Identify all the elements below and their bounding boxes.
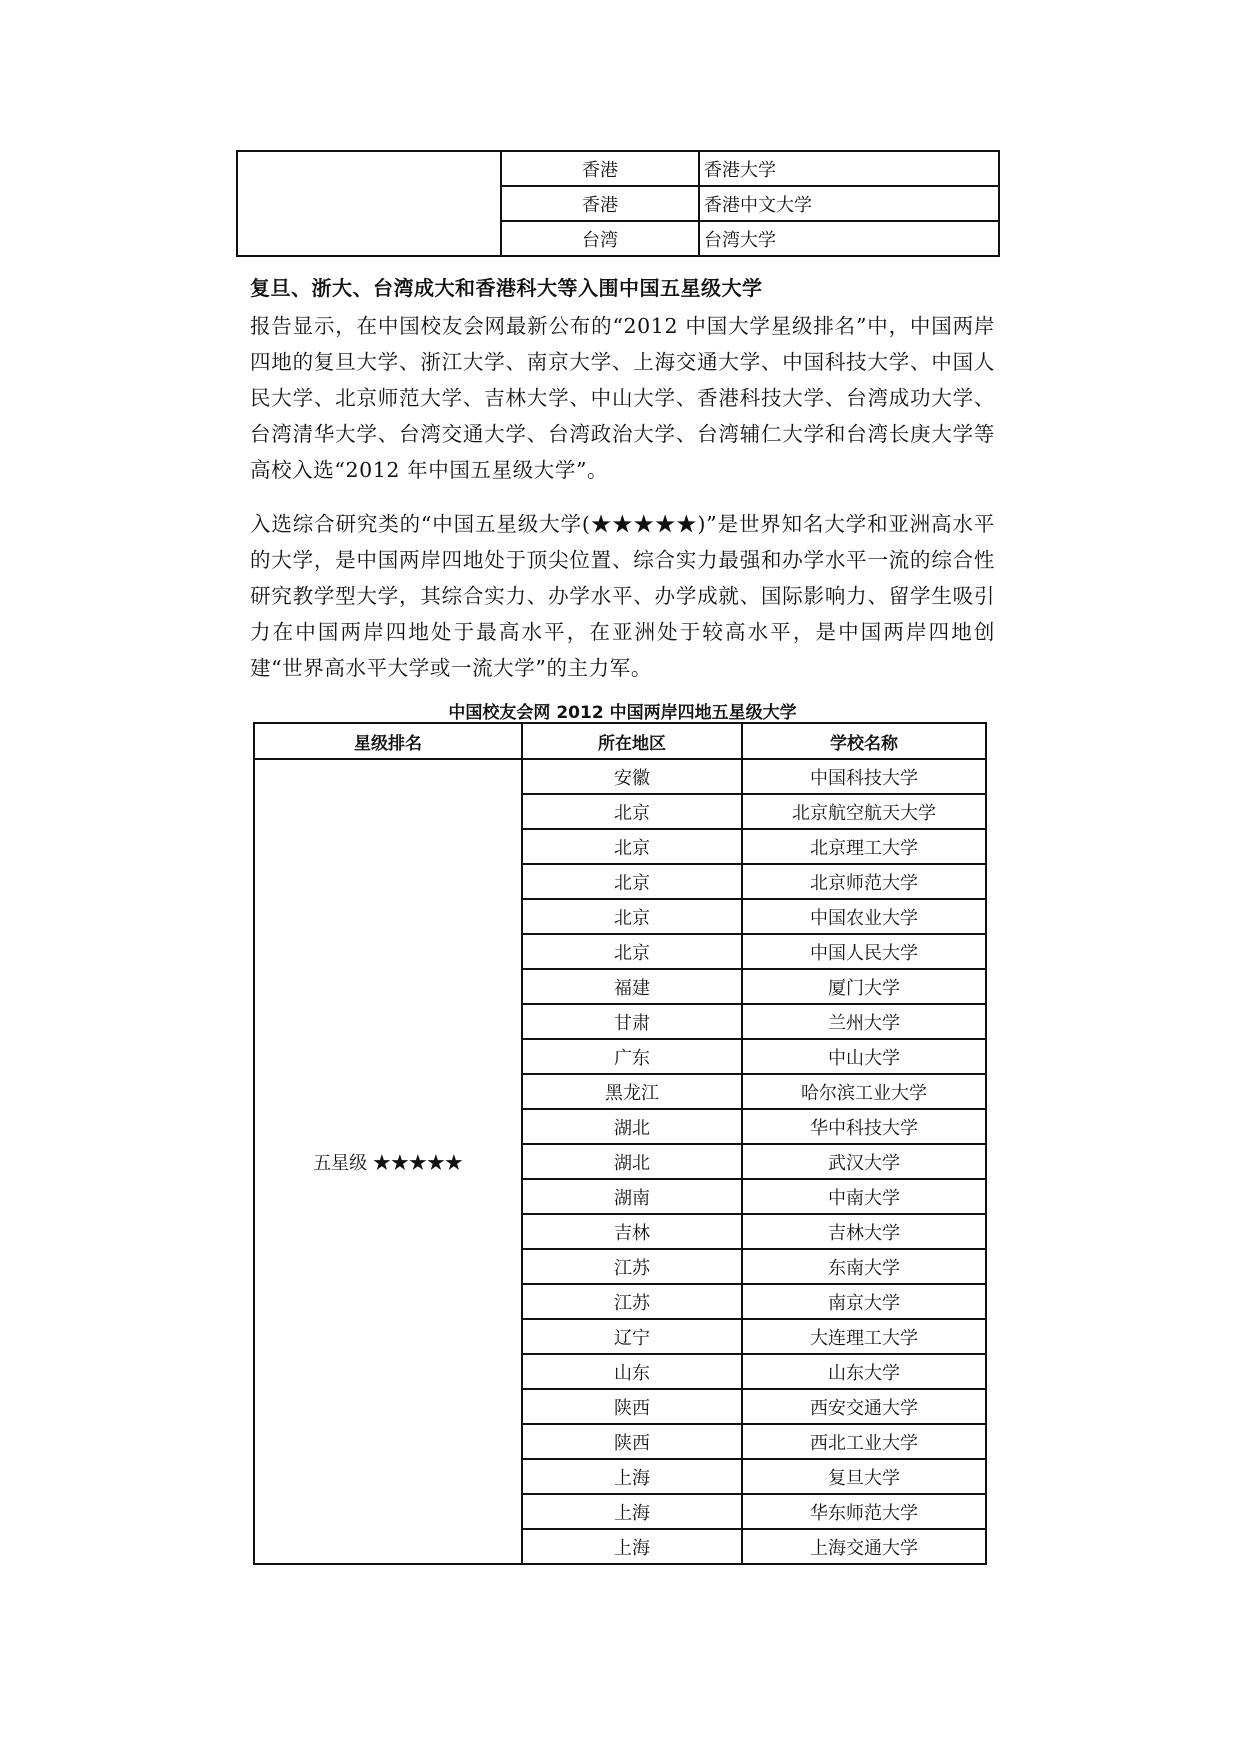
school-cell: 中国人民大学 (742, 934, 986, 969)
school-cell: 北京师范大学 (742, 864, 986, 899)
school-cell: 哈尔滨工业大学 (742, 1074, 986, 1109)
region-cell: 湖北 (522, 1144, 742, 1179)
region-cell: 台湾 (501, 221, 699, 256)
school-cell: 北京理工大学 (742, 829, 986, 864)
region-cell: 安徽 (522, 759, 742, 794)
section-heading: 复旦、浙大、台湾成大和香港科大等入围中国五星级大学 (250, 276, 763, 300)
header-rank: 星级排名 (254, 723, 522, 759)
region-cell: 陕西 (522, 1389, 742, 1424)
school-cell: 吉林大学 (742, 1214, 986, 1249)
continued-university-table (236, 150, 1000, 257)
region-cell: 北京 (522, 829, 742, 864)
school-cell: 华中科技大学 (742, 1109, 986, 1144)
school-cell: 山东大学 (742, 1354, 986, 1389)
region-cell: 江苏 (522, 1284, 742, 1319)
region-cell: 香港 (501, 186, 699, 221)
header-school: 学校名称 (742, 723, 986, 759)
header-region: 所在地区 (522, 723, 742, 759)
school-cell: 南京大学 (742, 1284, 986, 1319)
school-cell: 台湾大学 (699, 221, 999, 256)
table-row (237, 151, 999, 186)
school-cell: 中山大学 (742, 1039, 986, 1074)
region-cell: 福建 (522, 969, 742, 1004)
region-cell: 上海 (522, 1494, 742, 1529)
region-cell: 上海 (522, 1529, 742, 1564)
region-cell: 湖南 (522, 1179, 742, 1214)
continued-table-body (237, 151, 999, 256)
rank-cell: 五星级 ★★★★★ (254, 759, 522, 1564)
school-cell: 北京航空航天大学 (742, 794, 986, 829)
school-cell: 上海交通大学 (742, 1529, 986, 1564)
region-cell: 辽宁 (522, 1319, 742, 1354)
table-row (254, 759, 986, 794)
five-star-table-body (254, 759, 986, 1564)
school-cell: 中国农业大学 (742, 899, 986, 934)
school-cell: 大连理工大学 (742, 1319, 986, 1354)
rank-cell-empty (237, 151, 501, 256)
report-paragraph: 报告显示，在中国校友会网最新公布的“2012 中国大学星级排名”中，中国两岸四地的复旦大学、浙江大学、南京大学、上海交通大学、中国科技大学、中国人民大学、北京师范大学、吉林大学、中山大学、香港科技大学、台湾成功大学、台湾清华大学、台湾交通大学、台湾政治大学、台湾辅仁大学和台湾长庚大学等高校入选“2012 年中国五星级大学”。 (250, 314, 995, 482)
table-header-row (254, 723, 986, 759)
region-cell: 北京 (522, 864, 742, 899)
region-cell: 吉林 (522, 1214, 742, 1249)
school-cell: 香港中文大学 (699, 186, 999, 221)
school-cell: 厦门大学 (742, 969, 986, 1004)
school-cell: 兰州大学 (742, 1004, 986, 1039)
five-star-university-table (253, 722, 987, 1565)
region-cell: 上海 (522, 1459, 742, 1494)
region-cell: 湖北 (522, 1109, 742, 1144)
school-cell: 香港大学 (699, 151, 999, 186)
region-cell: 广东 (522, 1039, 742, 1074)
school-cell: 华东师范大学 (742, 1494, 986, 1529)
region-cell: 黑龙江 (522, 1074, 742, 1109)
school-cell: 中南大学 (742, 1179, 986, 1214)
school-cell: 中国科技大学 (742, 759, 986, 794)
region-cell: 陕西 (522, 1424, 742, 1459)
region-cell: 江苏 (522, 1249, 742, 1284)
region-cell: 北京 (522, 794, 742, 829)
school-cell: 武汉大学 (742, 1144, 986, 1179)
region-cell: 北京 (522, 899, 742, 934)
school-cell: 东南大学 (742, 1249, 986, 1284)
school-cell: 西北工业大学 (742, 1424, 986, 1459)
school-cell: 西安交通大学 (742, 1389, 986, 1424)
school-cell: 复旦大学 (742, 1459, 986, 1494)
region-cell: 甘肃 (522, 1004, 742, 1039)
table-title: 中国校友会网 2012 中国两岸四地五星级大学 (448, 703, 797, 723)
description-paragraph: 入选综合研究类的“中国五星级大学(★★★★★)”是世界知名大学和亚洲高水平的大学，是中国两岸四地处于顶尖位置、综合实力最强和办学水平一流的综合性研究教学型大学，其综合实力、办学水平、办学成就、国际影响力、留学生吸引力在中国两岸四地处于最高水平，在亚洲处于较高水平，是中国两岸四地创建“世界高水平大学或一流大学”的主力军。 (250, 512, 995, 680)
region-cell: 香港 (501, 151, 699, 186)
region-cell: 山东 (522, 1354, 742, 1389)
region-cell: 北京 (522, 934, 742, 969)
